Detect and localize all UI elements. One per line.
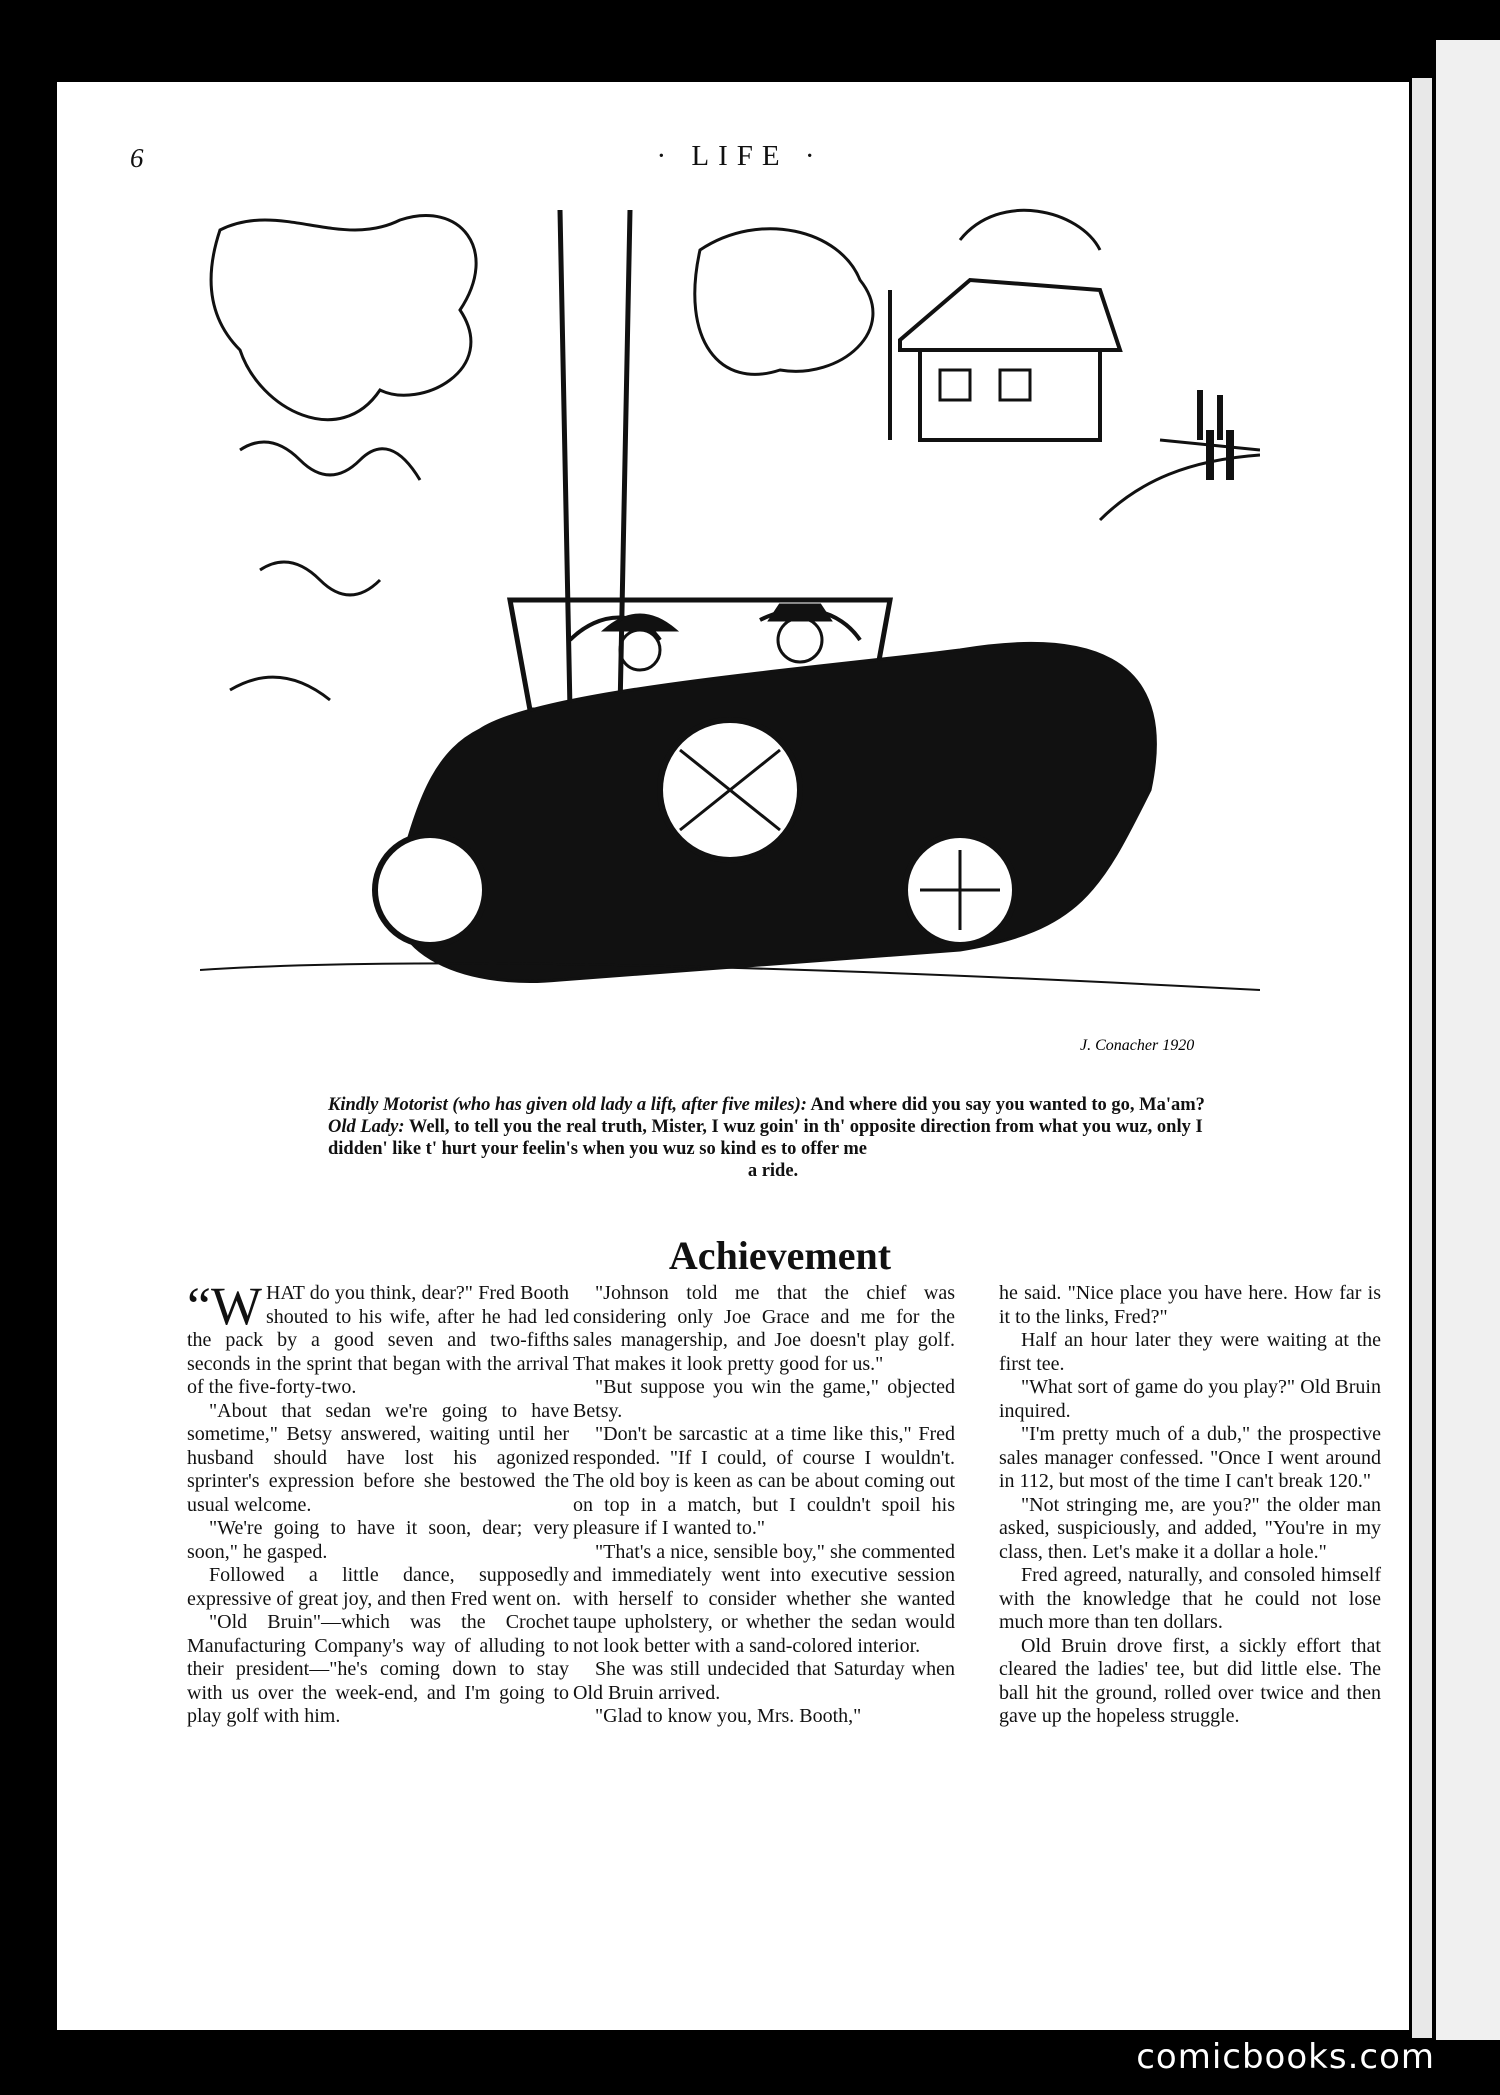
artist-signature: J. Conacher 1920 (1080, 1037, 1195, 1054)
caption-speaker-motorist: Kindly Motorist (who has given old lady a lift, after five miles): (328, 1095, 807, 1115)
paragraph: "Johnson told me that the chief was considering only Joe Grace and me for the sales managership, and Joe doesn't play golf. That makes it look pretty good for us." (573, 1282, 955, 1375)
article-title: Achievement (668, 1233, 892, 1278)
article-column-1 (187, 1276, 569, 1729)
paragraph: "But suppose you win the game," objected Betsy. (573, 1376, 955, 1422)
watermark: comicbooks.com (1136, 2037, 1435, 2077)
caption-line-motorist (328, 1094, 1218, 1116)
page-gutter (1412, 78, 1432, 2038)
paragraph: "Not stringing me, are you?" the older man asked, suspiciously, and added, "You're in my class, then. Let's make it a dollar a hole." (999, 1493, 1381, 1563)
illustration-caption (328, 1094, 1218, 1182)
paragraph: Old Bruin drove first, a sickly effort that cleared the ladies' tee, but did little else. The ball hit the ground, rolled over twice and then gave up the hopeless struggle. (999, 1634, 1381, 1727)
paragraph: he said. "Nice place you have here. How far is it to the links, Fred?" (999, 1282, 1381, 1328)
paragraph: "Glad to know you, Mrs. Booth," (595, 1705, 862, 1727)
paragraph: "We're going to have it soon, dear; very soon," he gasped. (187, 1517, 569, 1563)
paragraph: "Old Bruin"—which was the Crochet Manufacturing Company's way of alluding to their president—"he's coming down to stay with us over the week-end, and I'm going to play golf with him. (187, 1611, 569, 1727)
article-column-3 (999, 1282, 1381, 1729)
paragraph: "I'm pretty much of a dub," the prospective sales manager confessed. "Once I went around in 112, but most of the time I can't break 120." (999, 1423, 1381, 1492)
paragraph: "That's a nice, sensible boy," she commented and immediately went into executive session with herself to consider whether she wanted taupe upholstery, or whether the sedan would not look better with a sand-colored interior. (573, 1540, 955, 1657)
caption-dialogue-old-lady: Well, to tell you the real truth, Mister, I wuz goin' in th' opposite direction from what you wuz, only I didden' like t' hurt your feelin's when you wuz so kind es to offer me (328, 1117, 1203, 1159)
drop-cap: “W (187, 1276, 262, 1336)
cartoon-car-illustration-icon (200, 190, 1260, 1070)
paragraph: Fred agreed, naturally, and consoled himself with the knowledge that he could not lose much more than ten dollars. (999, 1564, 1381, 1633)
paragraph: Half an hour later they were waiting at the first tee. (999, 1329, 1381, 1375)
adjacent-page-edge (1436, 40, 1500, 2040)
caption-line-old-lady (328, 1116, 1218, 1160)
cartoon-illustration (200, 190, 1260, 1070)
paragraph: "What sort of game do you play?" Old Bruin inquired. (999, 1376, 1381, 1422)
article-column-2 (573, 1282, 955, 1729)
caption-dialogue-end: a ride. (747, 1161, 799, 1181)
masthead: · LIFE · (656, 140, 824, 172)
caption-speaker-old-lady: Old Lady: (328, 1117, 405, 1137)
paragraph: She was still undecided that Saturday when Old Bruin arrived. (573, 1658, 955, 1704)
paragraph-text: HAT do you think, dear?" Fred Booth shouted to his wife, after he had led the pack by a good seven and two-fifths seconds in the sprint that began with the arrival of the five-forty-two. (187, 1282, 569, 1398)
page-number: 6 (130, 143, 144, 173)
paragraph (187, 1276, 569, 1400)
paragraph: Followed a little dance, supposedly expressive of great joy, and then Fred went on. (187, 1564, 569, 1610)
paragraph: "Don't be sarcastic at a time like this," Fred responded. "If I could, of course I wouldn't. The old boy is keen as can be about coming out on top in a match, but I couldn't spoil his pleasure if I wanted to." (573, 1423, 955, 1539)
paragraph: "About that sedan we're going to have sometime," Betsy answered, waiting until her husband should have lost his agonized sprinter's expression before she bestowed the usual welcome. (187, 1399, 569, 1516)
caption-dialogue-motorist: And where did you say you wanted to go, Ma'am? (810, 1095, 1205, 1115)
